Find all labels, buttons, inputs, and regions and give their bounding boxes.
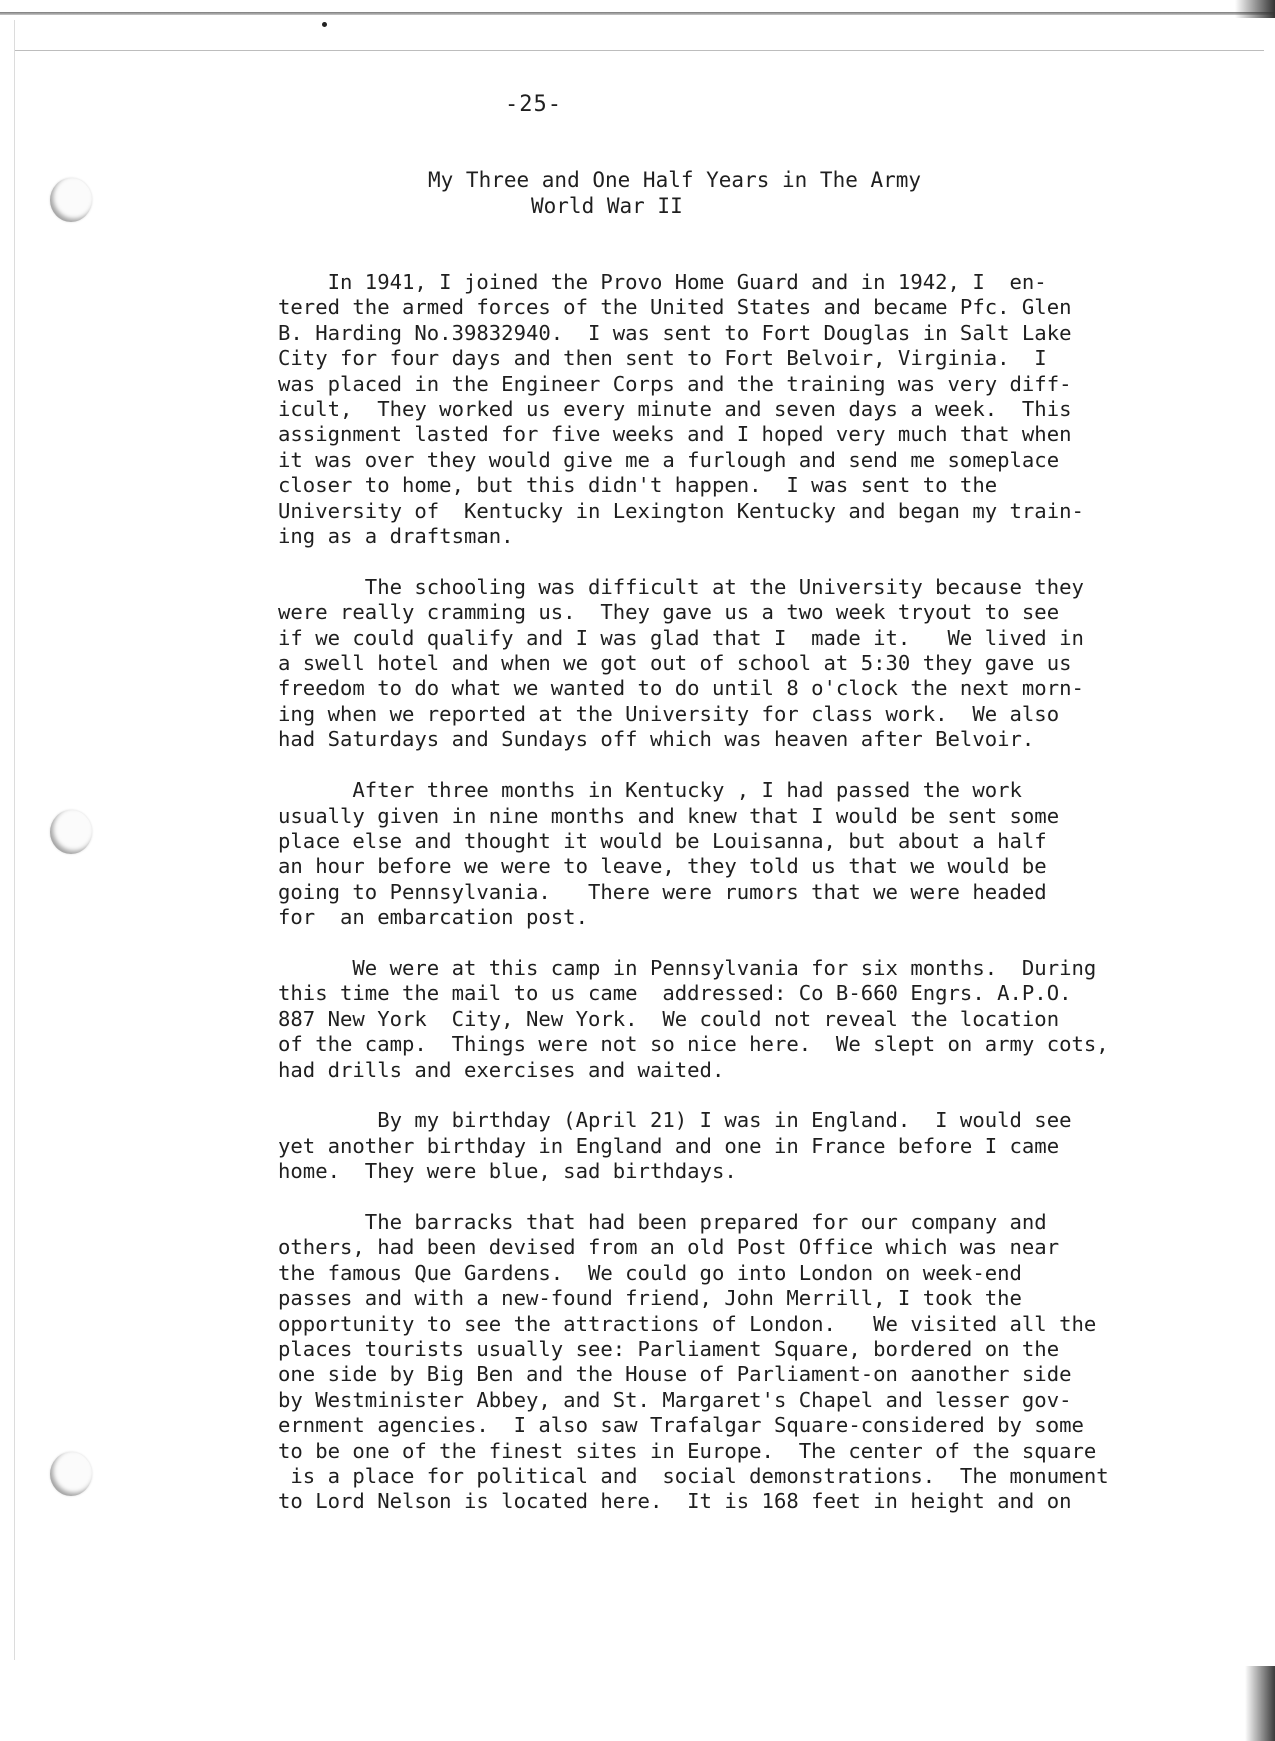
paragraph-6: The barracks that had been prepared for our company and others, had been devised from an old Post Office which was near the famous Que Gardens. We could go into London on week-end passes and with a new-found friend, John Merrill, I took the opportunity to see the attractions of London. We visited all the places tourists usually see: Parliament Square, bordered on the one side by Big Ben and the House of Parliament-on aanother side by Westminister Abbey, and St. Margaret's Chapel and lesser gov- ernment agencies. I also saw Trafalgar Square-considered by some to be one of the finest sites in Europe. The center of the square is a place for political and social demonstrations. The monument to Lord Nelson is located here. It is 168 feet in height and on	[278, 1209, 1109, 1514]
scan-top-edge	[0, 12, 1275, 15]
punch-hole-bottom	[50, 1452, 92, 1496]
punch-hole-top	[50, 178, 92, 222]
paragraph-2: The schooling was difficult at the University because they were really cramming us. They gave us a two week tryout to see if we could qualify and I was glad that I made it. We lived in a swell hotel and when we got out of school at 5:30 they gave us freedom to do what we wanted to do until 8 o'clock the next morn- ing when we reported at the University for class work. We also had Saturdays and Sundays off which was heaven after Belvoir.	[278, 574, 1084, 752]
paragraph-1: In 1941, I joined the Provo Home Guard and in 1942, I en- tered the armed forces of the United States and became Pfc. Glen B. Harding No.39832940. I was sent to Fort Douglas in Salt Lake City for four days and then sent to Fort Belvoir, Virginia. I was placed in the Engineer Corps and the training was very diff- icult, They worked us every minute and seven days a week. This assignment lasted for five weeks and I hoped very much that when it was over they would give me a furlough and send me someplace closer to home, but this didn't happen. I was sent to the University of Kentucky in Lexington Kentucky and began my train- ing as a draftsman.	[278, 270, 1084, 549]
scan-corner-shadow-bottom	[1245, 1666, 1275, 1741]
paragraph-3: After three months in Kentucky , I had passed the work usually given in nine months and knew that I would be sent some place else and thought it would be Louisanna, but about a half an hour before we were to leave, they told us that we would be going to Pennsylvania. There were rumors that we were headed for an embarcation post.	[278, 778, 1060, 930]
body-text	[278, 270, 1158, 1515]
page-number: -25-	[505, 92, 562, 117]
paragraph-5: By my birthday (April 21) I was in England. I would see yet another birthday in England and one in France before I came home. They were blue, sad birthdays.	[278, 1108, 1072, 1184]
ink-dot	[322, 22, 327, 27]
punch-hole-middle	[50, 810, 92, 854]
page-title: My Three and One Half Years in The Army	[428, 168, 922, 192]
scan-corner-shadow-top	[1235, 0, 1275, 18]
scan-fold-line	[14, 50, 1264, 51]
scan-left-edge	[14, 20, 15, 1660]
page-subtitle: World War II	[531, 194, 683, 218]
paragraph-4: We were at this camp in Pennsylvania for six months. During this time the mail to us came addressed: Co B-660 Engrs. A.P.O. 887 New York City, New York. We could not reveal the location of the camp. Things were not so nice here. We slept on army cots, had drills and exercises and waited.	[278, 955, 1109, 1082]
